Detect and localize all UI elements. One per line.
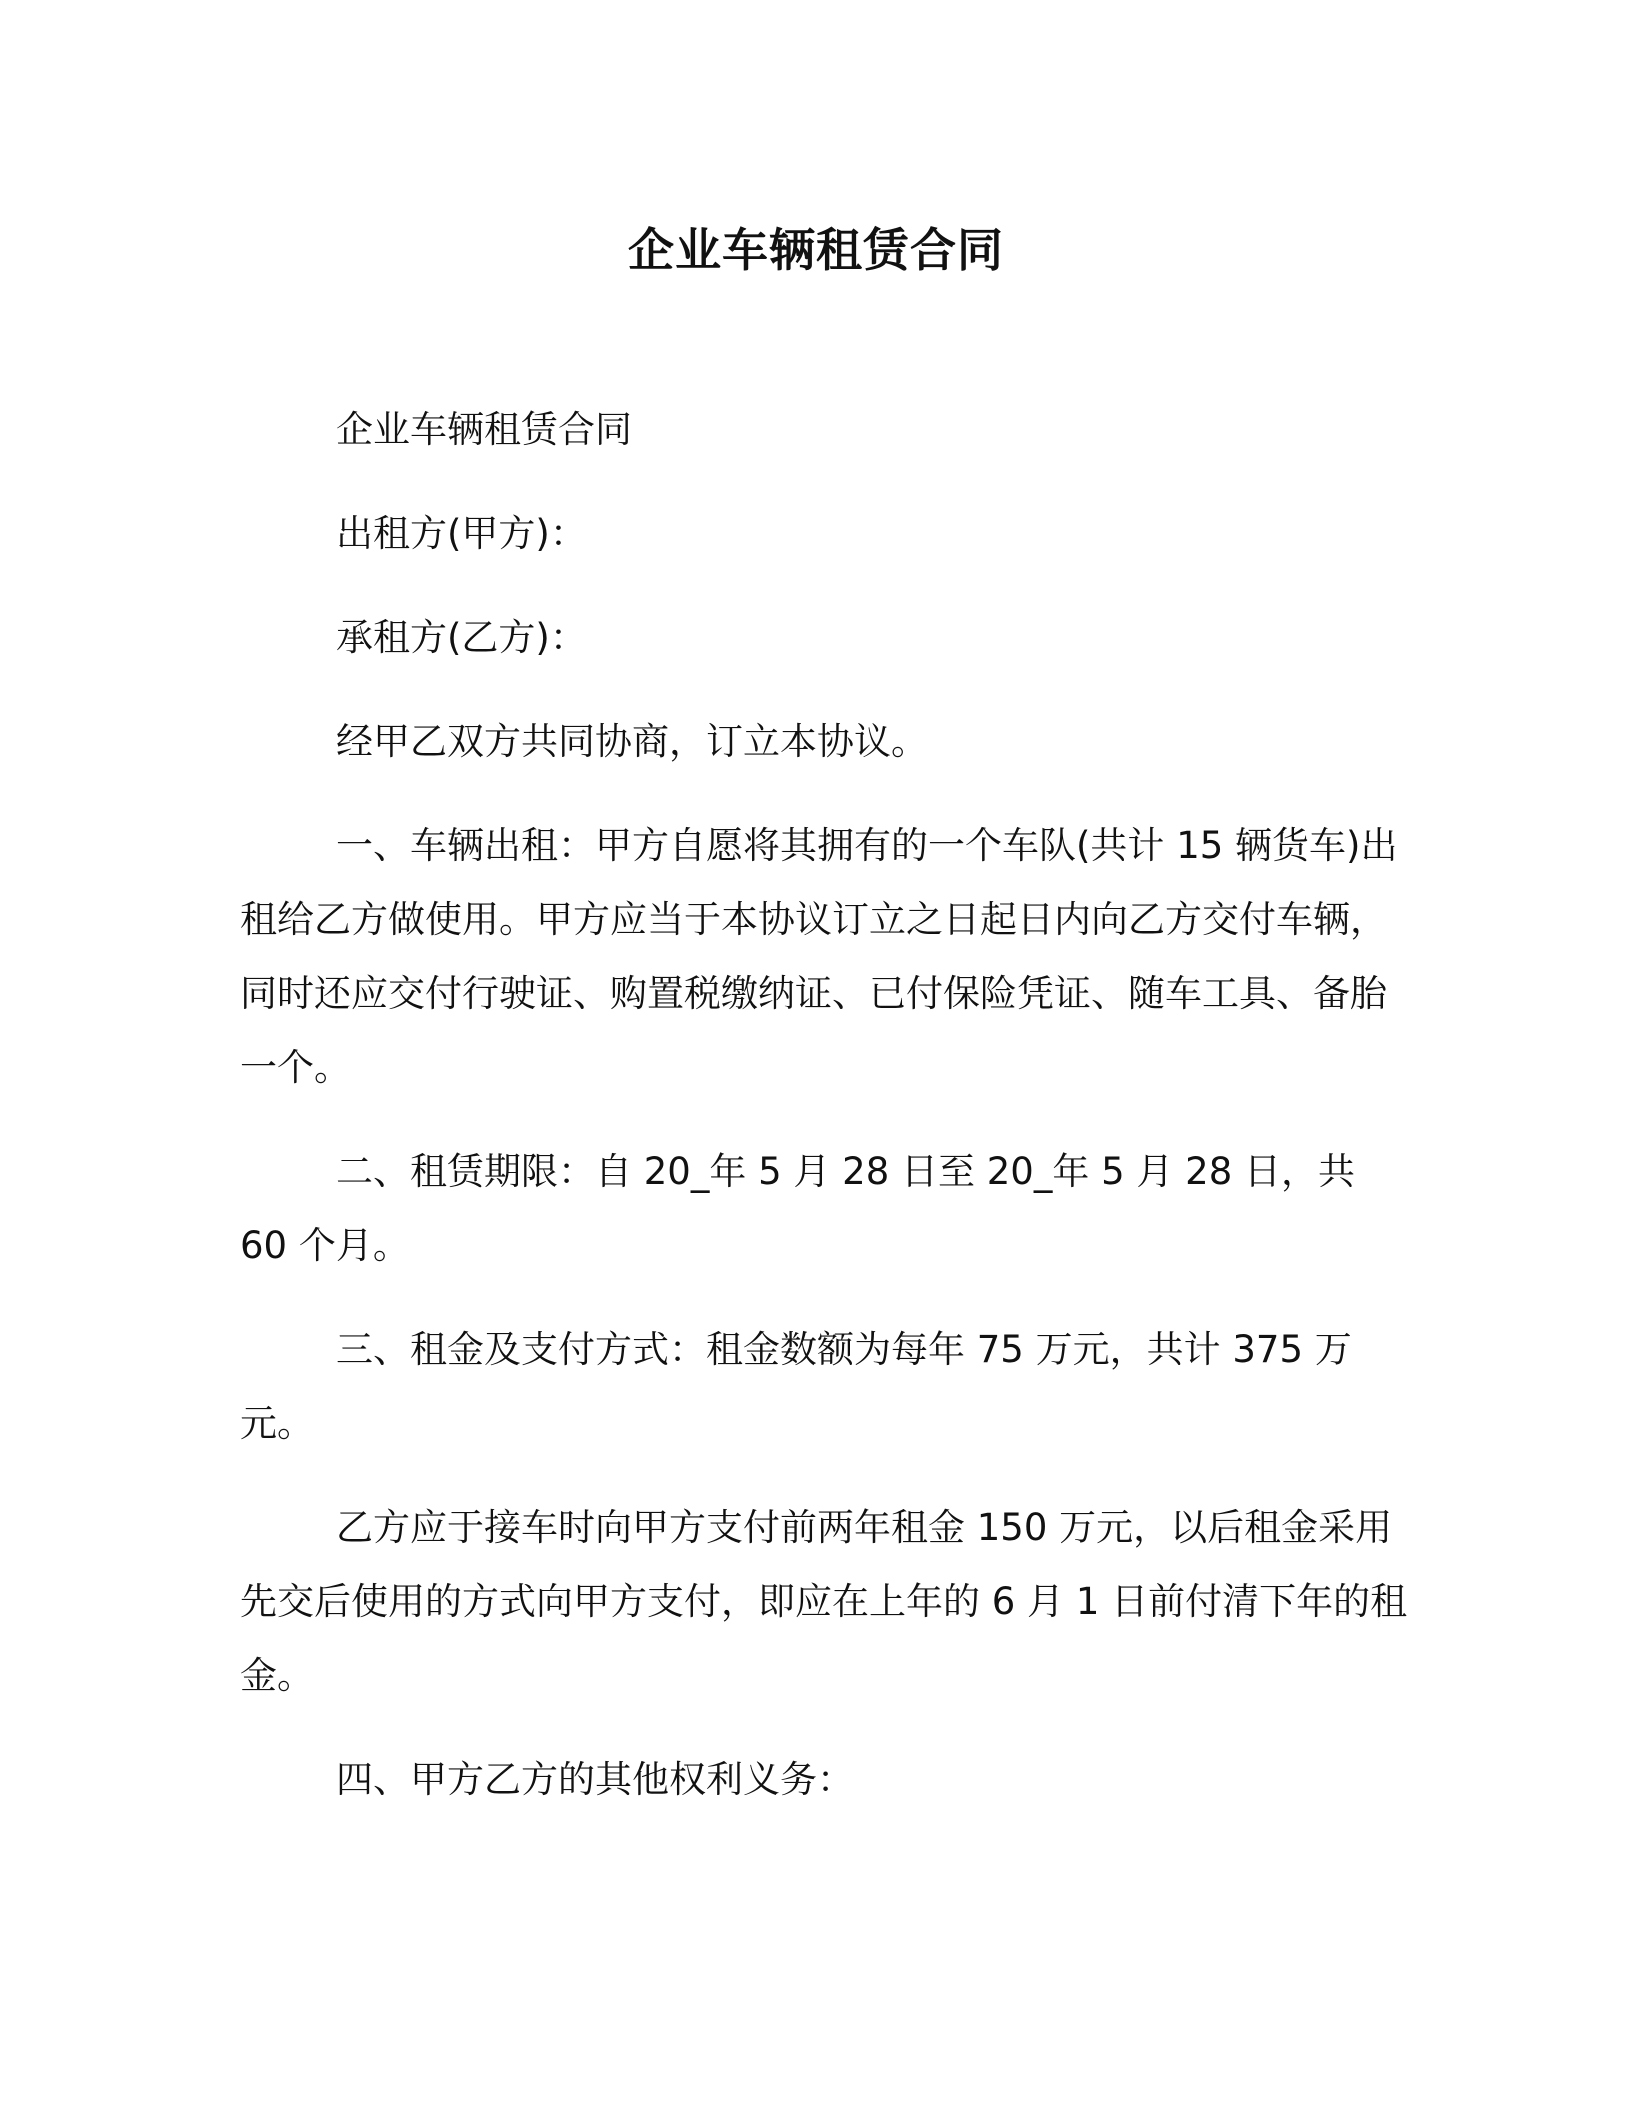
paragraph-clause-2: 二、租赁期限：自 20_年 5 月 28 日至 20_年 5 月 28 日，共 60 个月。 [240, 1150, 1356, 1267]
document-body [240, 393, 1412, 1817]
paragraph-clause-4: 四、甲方乙方的其他权利义务： [336, 1758, 854, 1801]
document-title: 企业车辆租赁合同 [628, 223, 1004, 277]
paragraph-lessor: 出租方(甲方)： [336, 512, 587, 555]
paragraph-lessee: 承租方(乙方)： [336, 616, 587, 659]
paragraph-clause-3: 三、租金及支付方式：租金数额为每年 75 万元，共计 375 万元。 [240, 1328, 1352, 1445]
paragraph-subtitle: 企业车辆租赁合同 [336, 408, 632, 451]
paragraph-clause-1: 一、车辆出租：甲方自愿将其拥有的一个车队(共计 15 辆货车)出租给乙方做使用。甲方应当于本协议订立之日起日内向乙方交付车辆，同时还应交付行驶证、购置税缴纳证、已付保险凭证、随车工具、备胎一个。 [240, 824, 1398, 1089]
paragraph-clause-3-payment: 乙方应于接车时向甲方支付前两年租金 150 万元，以后租金采用先交后使用的方式向甲方支付，即应在上年的 6 月 1 日前付清下年的租金。 [240, 1506, 1408, 1697]
paragraph-preamble: 经甲乙双方共同协商，订立本协议。 [336, 720, 928, 763]
